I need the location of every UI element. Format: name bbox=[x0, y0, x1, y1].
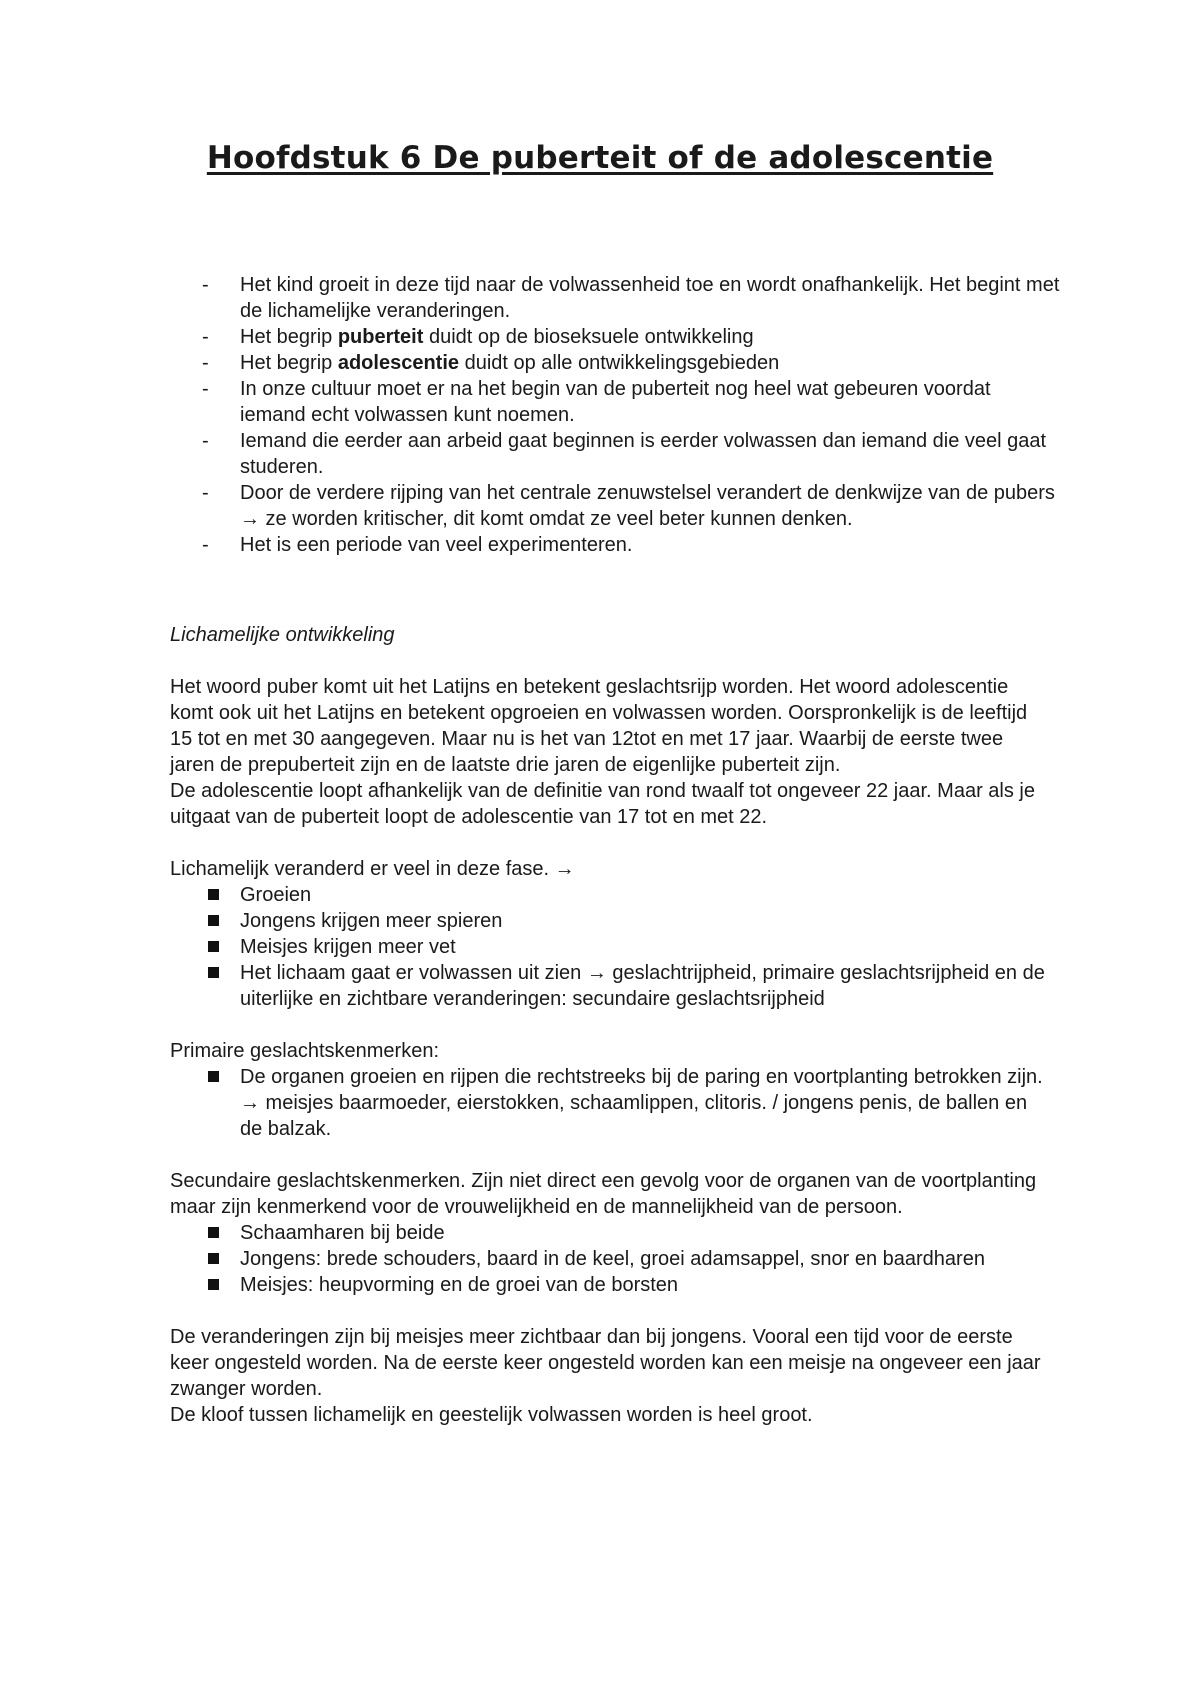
intro-item: - Het is een periode van veel experimenteren. bbox=[200, 532, 1060, 558]
section-lichamelijke-ontwikkeling bbox=[170, 622, 1050, 1428]
secondary-intro: Secundaire geslachtskenmerken. Zijn niet direct een gevolg voor de organen van de voortplanting maar zijn kenmerkend voor de vrouwelijkheid en de mannelijkheid van de persoon. bbox=[170, 1170, 1037, 1218]
intro-item: - Het begrip puberteit duidt op de bioseksuele ontwikkeling bbox=[200, 324, 1060, 350]
intro-item: - Door de verdere rijping van het centrale zenuwstelsel verandert de denkwijze van de pubers → ze worden kritischer, dit komt omdat ze veel beter kunnen denken. bbox=[200, 480, 1060, 532]
intro-item: - Iemand die eerder aan arbeid gaat beginnen is eerder volwassen dan iemand die veel gaat studeren. bbox=[200, 428, 1060, 480]
bold-term: adolescentie bbox=[337, 352, 460, 374]
changes-list bbox=[170, 882, 1050, 1012]
list-item: De organen groeien en rijpen die rechtstreeks bij de paring en voortplanting betrokken zijn. → meisjes baarmoeder, eierstokken, schaamlippen, clitoris. / jongens penis, de ballen en de balzak. bbox=[170, 1064, 1050, 1142]
intro-item: - Het kind groeit in deze tijd naar de volwassenheid toe en wordt onafhankelijk. Het begint met de lichamelijke veranderingen. bbox=[200, 272, 1060, 324]
list-item: Jongens: brede schouders, baard in de keel, groei adamsappel, snor en baardharen bbox=[170, 1246, 1050, 1272]
primary-intro: Primaire geslachtskenmerken: bbox=[170, 1040, 439, 1062]
changes-intro: Lichamelijk veranderd er veel in deze fase. → bbox=[170, 858, 575, 880]
section-heading: Lichamelijke ontwikkeling bbox=[170, 624, 395, 646]
list-item: Meisjes: heupvorming en de groei van de borsten bbox=[170, 1272, 1050, 1298]
intro-item: - Het begrip adolescentie duidt op alle ontwikkelingsgebieden bbox=[200, 350, 1060, 376]
list-item: Het lichaam gaat er volwassen uit zien → geslachtrijpheid, primaire geslachtsrijpheid en de uiterlijke en zichtbare veranderingen: secundaire geslachtsrijpheid bbox=[170, 960, 1050, 1012]
list-item: Meisjes krijgen meer vet bbox=[170, 934, 1050, 960]
primary-list bbox=[170, 1064, 1050, 1142]
paragraph: De adolescentie loopt afhankelijk van de definitie van rond twaalf tot ongeveer 22 jaar. Maar als je uitgaat van de puberteit loopt de adolescentie van 17 tot en met 22. bbox=[170, 780, 1035, 828]
intro-list bbox=[200, 272, 1060, 558]
paragraph: De kloof tussen lichamelijk en geestelijk volwassen worden is heel groot. bbox=[170, 1404, 813, 1426]
list-item: Groeien bbox=[170, 882, 1050, 908]
paragraph: De veranderingen zijn bij meisjes meer zichtbaar dan bij jongens. Vooral een tijd voor de eerste keer ongesteld worden. Na de eerste keer ongesteld worden kan een meisje na ongeveer een jaar zwanger worden. bbox=[170, 1326, 1041, 1400]
bold-term: puberteit bbox=[337, 326, 424, 348]
secondary-list bbox=[170, 1220, 1050, 1298]
paragraph: Het woord puber komt uit het Latijns en betekent geslachtsrijp worden. Het woord adolescentie komt ook uit het Latijns en betekent opgroeien en volwassen worden. Oorspronkelijk is de leeftijd 15 tot en met 30 aangegeven. Maar nu is het van 12tot en met 17 jaar. Waarbij de eerste twee jaren de prepuberteit zijn en de laatste drie jaren de eigenlijke puberteit zijn. bbox=[170, 676, 1028, 776]
list-item: Jongens krijgen meer spieren bbox=[170, 908, 1050, 934]
list-item: Schaamharen bij beide bbox=[170, 1220, 1050, 1246]
page-title: Hoofdstuk 6 De puberteit of de adolescentie bbox=[206, 140, 994, 176]
intro-item: - In onze cultuur moet er na het begin van de puberteit nog heel wat gebeuren voordat iemand echt volwassen kunt noemen. bbox=[200, 376, 1060, 428]
